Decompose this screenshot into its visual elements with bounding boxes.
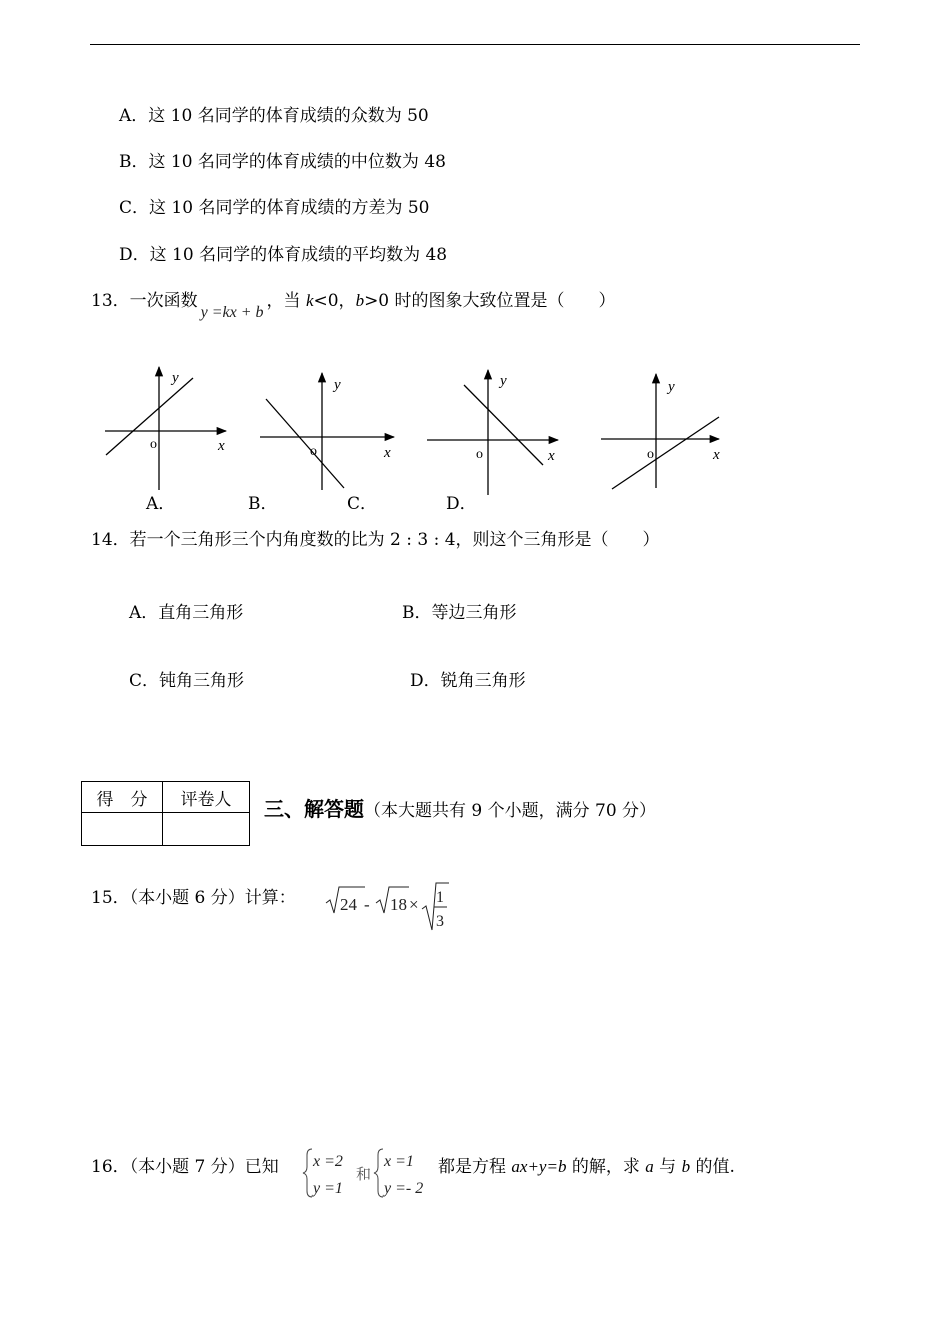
section-3-heading: 三、解答题（本大题共有 9 个小题，满分 70 分）	[264, 797, 657, 821]
q14-option-a: A．直角三角形	[129, 603, 244, 623]
q16-stem-start: 16．（本小题 7 分）已知	[91, 1157, 279, 1177]
svg-text:-: -	[364, 895, 370, 914]
q13-option-a: A．	[146, 494, 176, 514]
q13-stem: 13．一次函数y =kx + b，当 k<0，b>0 时的图象大致位置是（ ）	[91, 291, 616, 321]
graph-b	[260, 373, 394, 490]
svg-text:和: 和	[356, 1167, 372, 1183]
graph-c	[427, 370, 558, 495]
grader-cell[interactable]	[163, 813, 250, 846]
grader-header: 评卷人	[163, 782, 250, 813]
svg-text:x: x	[218, 438, 225, 454]
svg-text:o: o	[310, 444, 317, 459]
q12-option-b: B．这 10 名同学的体育成绩的中位数为 48	[119, 152, 446, 172]
q16-stem-end: 都是方程 ax+y=b 的解，求 a 与 b 的值.	[438, 1157, 735, 1177]
svg-text:o: o	[476, 447, 483, 462]
svg-text:3: 3	[436, 913, 444, 930]
q13-graphs	[0, 355, 950, 515]
q12-option-d: D．这 10 名同学的体育成绩的平均数为 48	[119, 245, 448, 265]
svg-text:24: 24	[340, 895, 357, 914]
graph-d	[601, 374, 720, 489]
q14-option-d: D．锐角三角形	[410, 671, 526, 691]
svg-text:x: x	[713, 447, 720, 463]
svg-text:18: 18	[390, 895, 407, 914]
svg-text:o: o	[647, 447, 654, 462]
svg-text:o: o	[150, 437, 157, 452]
q14-stem: 14．若一个三角形三个内角度数的比为 2 : 3 : 4，则这个三角形是（ ）	[91, 530, 660, 550]
q15-expression	[322, 880, 457, 938]
q14-option-c: C．钝角三角形	[129, 671, 245, 691]
svg-text:×: ×	[409, 895, 419, 914]
score-header: 得 分	[82, 782, 163, 813]
q14-option-b: B．等边三角形	[402, 603, 517, 623]
svg-text:y: y	[172, 370, 179, 386]
q16-systems	[300, 1145, 435, 1203]
q12-option-a: A．这 10 名同学的体育成绩的众数为 50	[119, 106, 429, 126]
svg-text:x: x	[384, 445, 391, 461]
header-rule	[90, 44, 860, 45]
svg-text:x =2: x =2	[313, 1153, 343, 1170]
score-table	[81, 781, 250, 846]
q13-option-d: D．	[446, 494, 477, 514]
svg-text:y: y	[668, 379, 675, 395]
svg-text:x: x	[548, 448, 555, 464]
svg-text:y =- 2: y =- 2	[384, 1180, 424, 1197]
svg-text:y: y	[334, 377, 341, 393]
score-cell[interactable]	[82, 813, 163, 846]
q15-stem: 15．（本小题 6 分）计算：	[91, 888, 296, 908]
svg-text:x =1: x =1	[384, 1153, 414, 1170]
q13-option-b: B．	[248, 494, 278, 514]
q13-formula: y =kx + b	[200, 304, 264, 321]
svg-text:y: y	[500, 373, 507, 389]
svg-text:y =1: y =1	[313, 1180, 343, 1197]
q13-option-c: C．	[347, 494, 378, 514]
graph-a	[105, 367, 226, 490]
q12-option-c: C．这 10 名同学的体育成绩的方差为 50	[119, 198, 430, 218]
svg-text:1: 1	[436, 889, 444, 906]
